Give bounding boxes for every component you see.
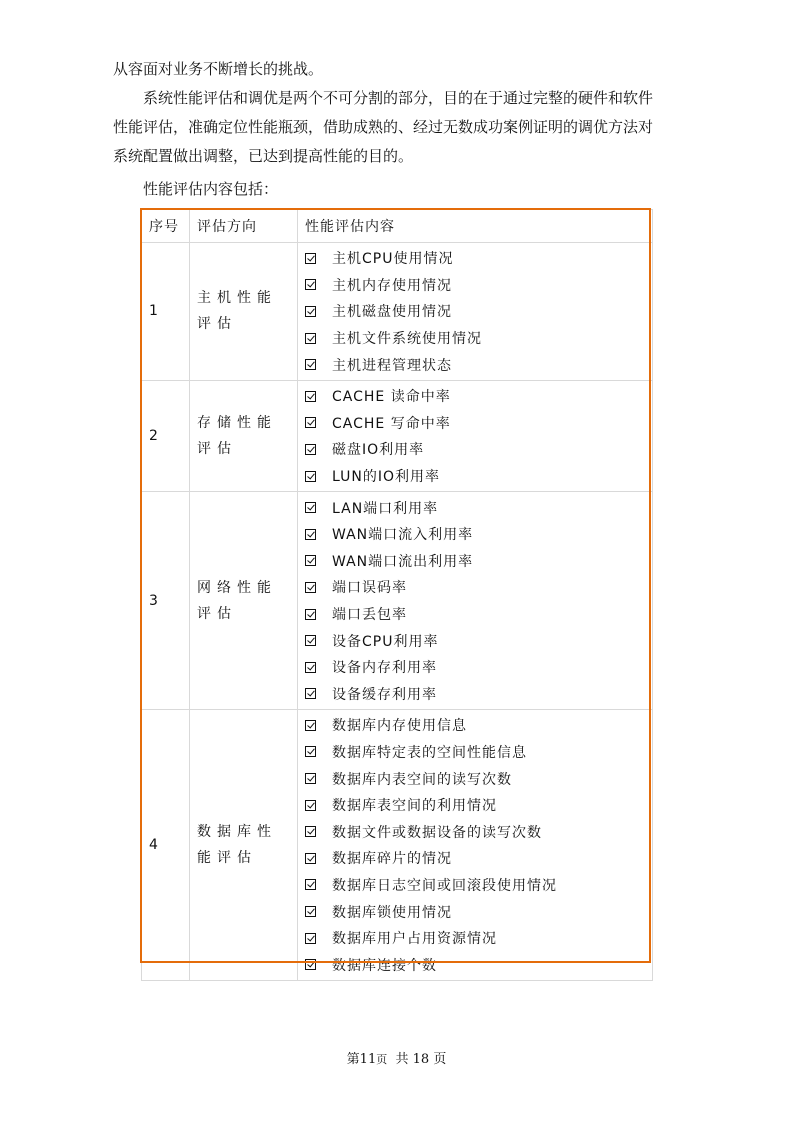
footer-total-pages: 18 — [412, 1052, 430, 1067]
page-footer — [0, 1048, 793, 1067]
item-text: 数据库锁使用情况 — [332, 904, 452, 921]
list-item — [305, 654, 645, 681]
paragraph-performance-tuning: 系统性能评估和调优是两个不可分割的部分，目的在于通过完整的硬件和软件性能评估，准确定位性能瓶颈，借助成熟的、经过无数成功案例证明的调优方法对系统配置做出调整，已达到提高性能的目的。 — [113, 89, 654, 165]
performance-evaluation-table — [141, 209, 653, 981]
item-text: WAN端口流出利用率 — [332, 553, 474, 570]
item-text: 数据文件或数据设备的读写次数 — [332, 824, 542, 841]
list-item — [305, 712, 645, 739]
item-text: LUN的IO利用率 — [332, 469, 440, 486]
checkbox-checked-icon — [305, 853, 316, 864]
checkbox-checked-icon — [305, 529, 316, 540]
item-text: 数据库用户占用资源情况 — [332, 931, 497, 948]
paragraph-table-intro: 性能评估内容包括： — [143, 180, 279, 198]
checkbox-checked-icon — [305, 906, 316, 917]
list-item — [305, 925, 645, 952]
list-item — [305, 574, 645, 601]
item-text: CACHE 读命中率 — [332, 389, 451, 406]
checkbox-checked-icon — [305, 720, 316, 731]
list-item — [305, 298, 645, 325]
checkbox-checked-icon — [305, 662, 316, 673]
item-text: 数据库内表空间的读写次数 — [332, 771, 512, 788]
checkbox-checked-icon — [305, 555, 316, 566]
table-row — [142, 243, 653, 381]
item-text: LAN端口利用率 — [332, 500, 439, 517]
checkbox-checked-icon — [305, 333, 316, 344]
checkbox-checked-icon — [305, 306, 316, 317]
item-text: 数据库连接个数 — [332, 957, 437, 974]
header-content: 性能评估内容 — [298, 210, 653, 243]
checkbox-checked-icon — [305, 359, 316, 370]
checkbox-checked-icon — [305, 800, 316, 811]
header-direction: 评估方向 — [190, 210, 298, 243]
list-item — [305, 872, 645, 899]
list-item — [305, 845, 645, 872]
item-text: 数据库内存使用信息 — [332, 718, 467, 735]
item-text: 端口丢包率 — [332, 607, 407, 624]
checkbox-checked-icon — [305, 688, 316, 699]
evaluation-items — [298, 710, 653, 981]
list-item — [305, 325, 645, 352]
list-item — [305, 272, 645, 299]
evaluation-direction: 主机性能评估 — [190, 243, 298, 381]
table-row — [142, 492, 653, 710]
list-item — [305, 765, 645, 792]
header-no: 序号 — [142, 210, 190, 243]
row-number: 4 — [142, 710, 190, 981]
checkbox-checked-icon — [305, 417, 316, 428]
row-number: 3 — [142, 492, 190, 710]
checkbox-checked-icon — [305, 635, 316, 646]
item-text: 端口误码率 — [332, 580, 407, 597]
list-item — [305, 521, 645, 548]
list-item — [305, 410, 645, 437]
list-item — [305, 245, 645, 272]
footer-total-unit: 页 — [433, 1052, 447, 1067]
checkbox-checked-icon — [305, 279, 316, 290]
checkbox-checked-icon — [305, 444, 316, 455]
list-item — [305, 601, 645, 628]
checkbox-checked-icon — [305, 959, 316, 970]
checkbox-checked-icon — [305, 933, 316, 944]
item-text: 数据库日志空间或回滚段使用情况 — [332, 877, 557, 894]
footer-middle: 共 — [395, 1052, 409, 1067]
checkbox-checked-icon — [305, 609, 316, 620]
list-item — [305, 792, 645, 819]
checkbox-checked-icon — [305, 879, 316, 890]
evaluation-items — [298, 492, 653, 710]
item-text: 主机文件系统使用情况 — [332, 331, 482, 348]
table-row — [142, 710, 653, 981]
table-header-row — [142, 210, 653, 243]
evaluation-direction: 数据库性能评估 — [190, 710, 298, 981]
checkbox-checked-icon — [305, 253, 316, 264]
row-number: 2 — [142, 380, 190, 491]
item-text: 设备内存利用率 — [332, 660, 437, 677]
list-item — [305, 951, 645, 978]
checkbox-checked-icon — [305, 582, 316, 593]
table-row — [142, 380, 653, 491]
checkbox-checked-icon — [305, 746, 316, 757]
list-item — [305, 463, 645, 490]
evaluation-direction: 存储性能评估 — [190, 380, 298, 491]
checkbox-checked-icon — [305, 471, 316, 482]
item-text: 磁盘IO利用率 — [332, 442, 425, 459]
list-item — [305, 383, 645, 410]
list-item — [305, 681, 645, 708]
list-item — [305, 898, 645, 925]
list-item — [305, 494, 645, 521]
footer-page-unit: 页 — [376, 1053, 388, 1066]
evaluation-items — [298, 243, 653, 381]
row-number: 1 — [142, 243, 190, 381]
item-text: 数据库碎片的情况 — [332, 851, 452, 868]
footer-prefix: 第 — [346, 1052, 360, 1067]
item-text: 数据库表空间的利用情况 — [332, 798, 497, 815]
list-item — [305, 351, 645, 378]
evaluation-direction: 网络性能评估 — [190, 492, 298, 710]
checkbox-checked-icon — [305, 391, 316, 402]
item-text: 主机内存使用情况 — [332, 277, 452, 294]
list-item — [305, 627, 645, 654]
list-item — [305, 818, 645, 845]
list-item — [305, 436, 645, 463]
paragraph-continuation: 从容面对业务不断增长的挑战。 — [113, 60, 324, 78]
checkbox-checked-icon — [305, 826, 316, 837]
checkbox-checked-icon — [305, 773, 316, 784]
item-text: 主机磁盘使用情况 — [332, 304, 452, 321]
item-text: 主机CPU使用情况 — [332, 251, 454, 268]
item-text: 数据库特定表的空间性能信息 — [332, 744, 527, 761]
item-text: CACHE 写命中率 — [332, 415, 451, 432]
item-text: 设备CPU利用率 — [332, 633, 439, 650]
checkbox-checked-icon — [305, 502, 316, 513]
list-item — [305, 739, 645, 766]
item-text: 主机进程管理状态 — [332, 357, 452, 374]
item-text: WAN端口流入利用率 — [332, 527, 474, 544]
evaluation-items — [298, 380, 653, 491]
footer-page-number: 11 — [359, 1052, 377, 1067]
item-text: 设备缓存利用率 — [332, 686, 437, 703]
list-item — [305, 548, 645, 575]
